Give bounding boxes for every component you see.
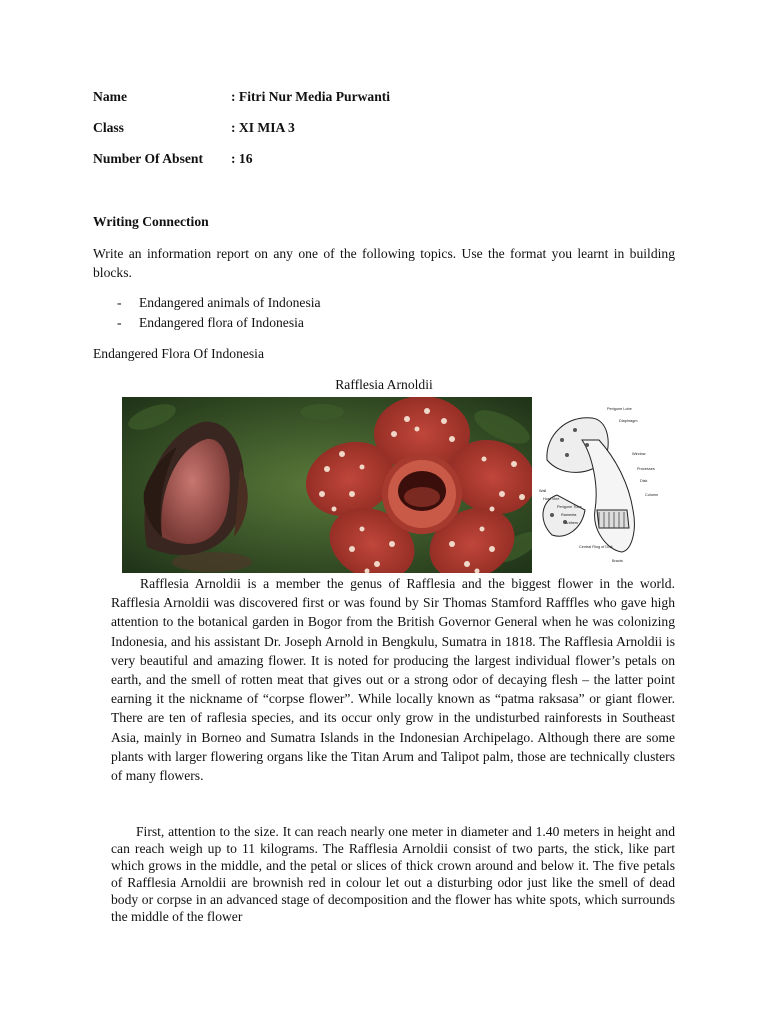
report-title: Rafflesia Arnoldii [335,377,433,392]
absent-label: Number Of Absent [93,151,204,166]
topic-line: Endangered Flora Of Indonesia [93,346,264,361]
absent-value: : 16 [231,151,253,166]
diagram-label: Processes [637,467,655,471]
diagram-label: Diaphragm [619,419,638,423]
diagram-label: Ramenta [561,513,577,517]
diagram-label: Host Vine [543,497,560,501]
diagram-label: Disk [640,479,648,483]
rafflesia-diagram [537,400,674,572]
class-value: : XI MIA 3 [231,120,295,135]
list-item: Endangered flora of Indonesia [139,315,304,330]
diagram-label: Anthers [565,521,579,525]
bullet-dash: - [117,295,122,310]
section-heading: Writing Connection [93,214,209,229]
name-value: : Fitri Nur Media Purwanti [231,89,391,104]
diagram-label: Column [645,493,659,497]
diagram-label: Wall [539,489,547,493]
name-label: Name [93,89,127,104]
diagram-label: Perigone Lobe [607,407,632,411]
diagram-label: Window [632,452,646,456]
rafflesia-photo [122,397,532,573]
list-item: Endangered animals of Indonesia [139,295,321,310]
diagram-label: Perigone Tube [557,505,582,509]
paragraph-2: First, attention to the size. It can reach nearly one meter in diameter and 1.40 meters in height and can reach weigh up to 11 kilograms. The Rafflesia Arnoldii consist of two parts, the stick, like part which grows in the middle, and the petal or slices of thick crown around and below it. The five petals of Rafflesia Arnoldii are brownish red in colour let out a disturbing odor just like the smell of dead body or corpse in an advanced stage of decomposition and the flower has white spots, which surrounds the middle of the flower [111,824,675,924]
class-label: Class [93,120,124,135]
diagram-label: Bracts [612,559,623,563]
bullet-dash: - [117,315,122,330]
diagram-label: Central Ring of Disk [579,545,613,549]
instruction-text: Write an information report on any one of the following topics. Use the format you learnt in building blocks. [93,246,675,281]
paragraph-1: Rafflesia Arnoldii is a member the genus of Rafflesia and the biggest flower in the world. Rafflesia Arnoldii was discovered first or was found by Sir Thomas Stamford Rafffles who gave high attention to the botanical garden in Bogor from the British Governor General when he was colonizing Indonesia, and his assistant Dr. Joseph Arnold in Bengkulu, Sumatra in 1818. The Rafflesia Arnoldii is very beautiful and amazing flower. It is noted for producing the largest individual flower’s petals on earth, and the smell of rotten meat that gives out or a strong odor of decaying flesh – the latter point earning it the nickname of “corpse flower”. While locally known as “patma raksasa” or giant flower. There are ten of raflesia species, and its occur only grow in the undisturbed rainforests in Southeast Asia, mainly in Borneo and Sumatra Islands in the Indonesian Archipelago. Although there are some plants with larger flowering organs like the Titan Arum and Talipot palm, those are technically clusters of many flowers. [111,576,675,784]
